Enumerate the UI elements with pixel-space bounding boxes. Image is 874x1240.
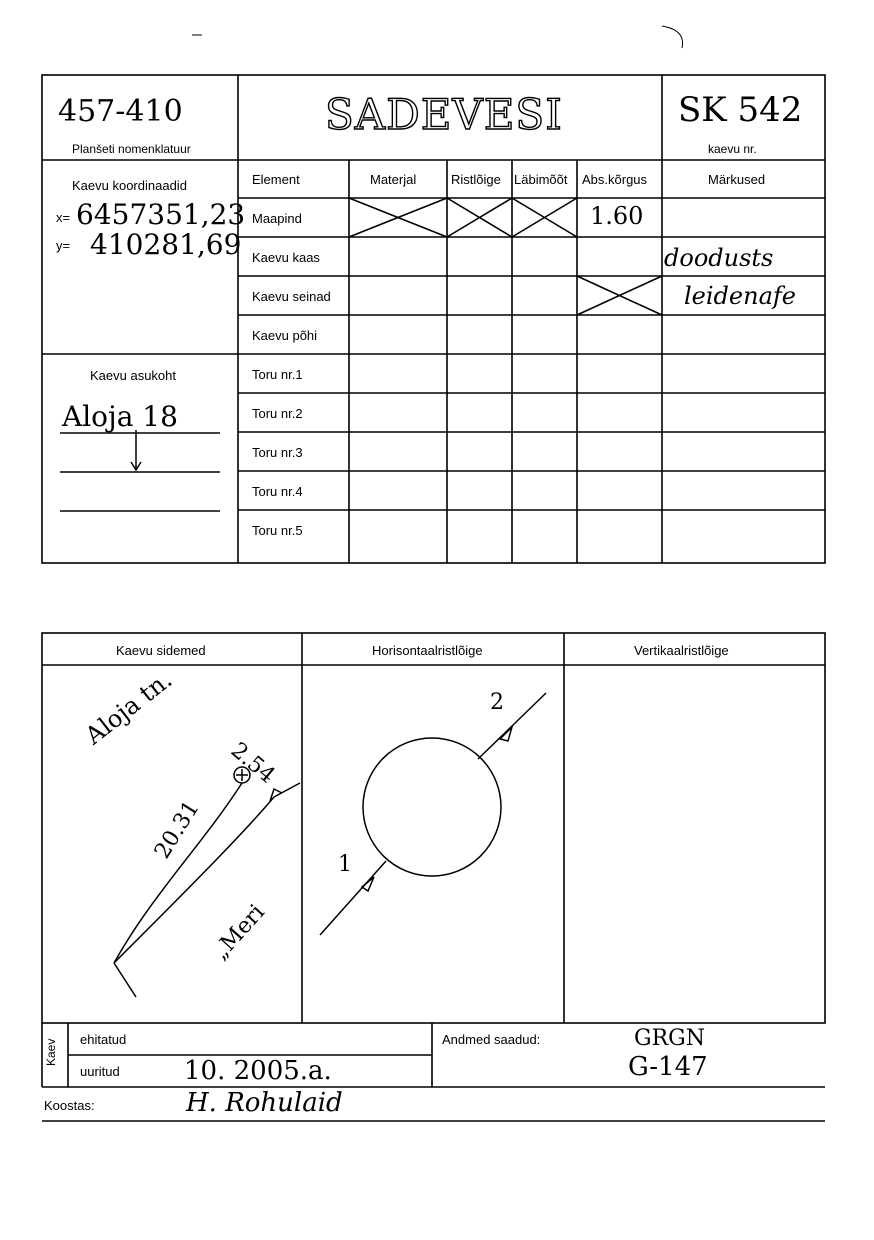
col-header-element: Element — [252, 172, 300, 187]
table-row-element: Maapind — [252, 211, 302, 226]
table-row-element: Kaevu seinad — [252, 289, 331, 304]
kaev-label: Kaev — [44, 1038, 58, 1066]
data-received-value-1: GRGN — [634, 1026, 705, 1051]
surveyed-value: 10. 2005.a. — [184, 1056, 332, 1086]
panel-label-horizontal-section: Horisontaalristlõige — [372, 643, 483, 658]
col-header-material: Materjal — [370, 172, 417, 187]
panel-label-connections: Kaevu sidemed — [116, 643, 206, 658]
col-header-notes: Märkused — [708, 172, 766, 187]
plan-nomenclature-value: 457-410 — [58, 94, 183, 129]
y-coordinate-value: 410281,69 — [90, 228, 242, 261]
pipe-1-label: 1 — [338, 852, 352, 877]
well-number-label: kaevu nr. — [708, 142, 757, 156]
data-received-value-2: G-147 — [628, 1052, 708, 1082]
street-label: Aloja tn. — [80, 665, 178, 751]
cover-note: doodusts — [664, 244, 774, 272]
surveyed-label: uuritud — [80, 1064, 120, 1079]
built-label: ehitatud — [80, 1032, 127, 1047]
coordinates-label: Kaevu koordinaadid — [72, 178, 187, 193]
table-row-element: Toru nr.3 — [252, 445, 303, 460]
panel-label-vertical-section: Vertikaalristlõige — [634, 643, 729, 658]
sea-label: „Meri — [208, 900, 270, 965]
col-header-diameter: Läbimõõt — [514, 172, 568, 187]
x-prefix: x= — [56, 210, 71, 225]
col-header-cross-section: Ristlõige — [451, 172, 501, 187]
table-row-element: Toru nr.4 — [252, 484, 303, 499]
table-row-element: Toru nr.5 — [252, 523, 303, 538]
y-prefix: y= — [56, 238, 71, 253]
distance-2: 20.31 — [150, 796, 205, 864]
horizontal-section-sketch — [302, 665, 564, 1023]
location-value: Aloja 18 — [62, 400, 178, 433]
table-row-element: Toru nr.2 — [252, 406, 303, 421]
compiled-label: Koostas: — [44, 1098, 95, 1113]
pipe-2-label: 2 — [490, 690, 504, 715]
ground-abs-height: 1.60 — [590, 202, 644, 230]
location-label: Kaevu asukoht — [90, 368, 177, 383]
table-row-element: Toru nr.1 — [252, 367, 303, 382]
table-row-element: Kaevu põhi — [252, 328, 318, 343]
table-row-element: Kaevu kaas — [252, 250, 320, 265]
plan-nomenclature-label: Planšeti nomenklatuur — [72, 142, 191, 156]
compiled-value: H. Rohulaid — [186, 1088, 343, 1118]
distance-1: 2.54 — [225, 738, 280, 789]
col-header-abs-height: Abs.kõrgus — [582, 172, 648, 187]
data-received-label: Andmed saadud: — [442, 1032, 541, 1047]
x-coordinate-value: 6457351,23 — [76, 198, 246, 231]
location-arrow — [128, 428, 144, 474]
walls-note: leidenafe — [684, 282, 796, 310]
well-number-value: SK 542 — [678, 90, 803, 130]
form-title: SADEVESI — [325, 90, 563, 139]
